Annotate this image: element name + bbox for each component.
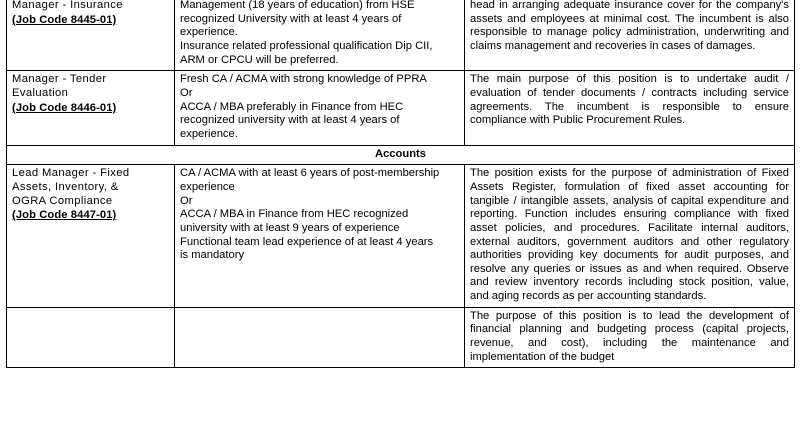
position-title-cell (7, 71, 175, 145)
qualification-line: Management (18 years of education) from HSE (180, 0, 415, 11)
qualification-line: recognized university with at least 4 years of (180, 114, 400, 127)
qualification-line: ACCA / MBA preferably in Finance from HEC (180, 100, 404, 113)
job-listing-table (6, 0, 795, 368)
qualification-cell (175, 0, 465, 71)
position-title-cell (7, 307, 175, 368)
table-row (7, 71, 795, 145)
position-title-line: Manager - Insurance (12, 0, 123, 11)
job-description-cell: The purpose of this position is to lead the development of financial planning and budgeting process (capital projects, revenue, and cost), including the maintenance and implementation of the budget (465, 307, 795, 368)
qualification-line: Functional team lead experience of at least 4 years (180, 235, 434, 248)
position-title-line: Lead Manager - Fixed (12, 167, 130, 180)
section-header-row (7, 145, 795, 165)
qualification-line: experience (180, 180, 235, 193)
qualification-cell (175, 71, 465, 145)
section-header-accounts: Accounts (7, 145, 795, 165)
job-description-cell: head in arranging adequate insurance cover for the company's assets and employees at minimal cost. The incumbent is also responsible to manage policy administration, underwriting and claims management and recoveries in cases of damages. (465, 0, 795, 71)
table-row (7, 0, 795, 71)
qualification-line: Fresh CA / ACMA with strong knowledge of PPRA (180, 73, 427, 86)
job-description-cell: The main purpose of this position is to undertake audit / evaluation of tender documents / contracts including service agreements. The incumbent is responsible to ensure compliance with Public Procurement Rules. (465, 71, 795, 145)
qualification-line: recognized University with at least 4 years of (180, 12, 402, 25)
qualification-line: experience. (180, 26, 238, 39)
position-title-line: Manager - Tender (12, 73, 107, 86)
position-title-line: Assets, Inventory, & (12, 180, 119, 193)
qualification-line: ARM or CPCU will be preferred. (180, 53, 339, 66)
qualification-cell (175, 307, 465, 368)
qualification-line: is mandatory (180, 249, 245, 262)
table-row (7, 165, 795, 308)
qualification-cell (175, 165, 465, 308)
job-code: (Job Code 8446-01) (12, 101, 117, 114)
job-code: (Job Code 8445-01) (12, 13, 117, 26)
position-title-line: Evaluation (12, 86, 69, 99)
position-title-cell (7, 0, 175, 71)
position-title-line: OGRA Compliance (12, 194, 113, 207)
qualification-line: Insurance related professional qualification Dip CII, (180, 39, 433, 52)
position-title-cell (7, 165, 175, 308)
job-code: (Job Code 8447-01) (12, 209, 117, 222)
job-description-cell: The position exists for the purpose of administration of Fixed Assets Register, formulation of fixed asset accounting for tangible / intangible assets, analysis of capital expenditure and reporting. Function includes ensuring compliance with fixed asset policies, and procedures. Facilitate internal auditors, external auditors, government auditors and other regulatory authorities providing key documents for audit purposes, and resolve any queries or issues as and when required. Observe and review inventory records including stock position, value, and aging records as per accounting standards. (465, 165, 795, 308)
qualification-line: ACCA / MBA in Finance from HEC recognized (180, 208, 409, 221)
qualification-line: CA / ACMA with at least 6 years of post-membership (180, 167, 440, 180)
qualification-line: experience. (180, 127, 238, 140)
qualification-line: Or (180, 194, 193, 207)
qualification-line: Or (180, 86, 193, 99)
qualification-line: university with at least 9 years of experience (180, 221, 400, 234)
table-row (7, 307, 795, 368)
